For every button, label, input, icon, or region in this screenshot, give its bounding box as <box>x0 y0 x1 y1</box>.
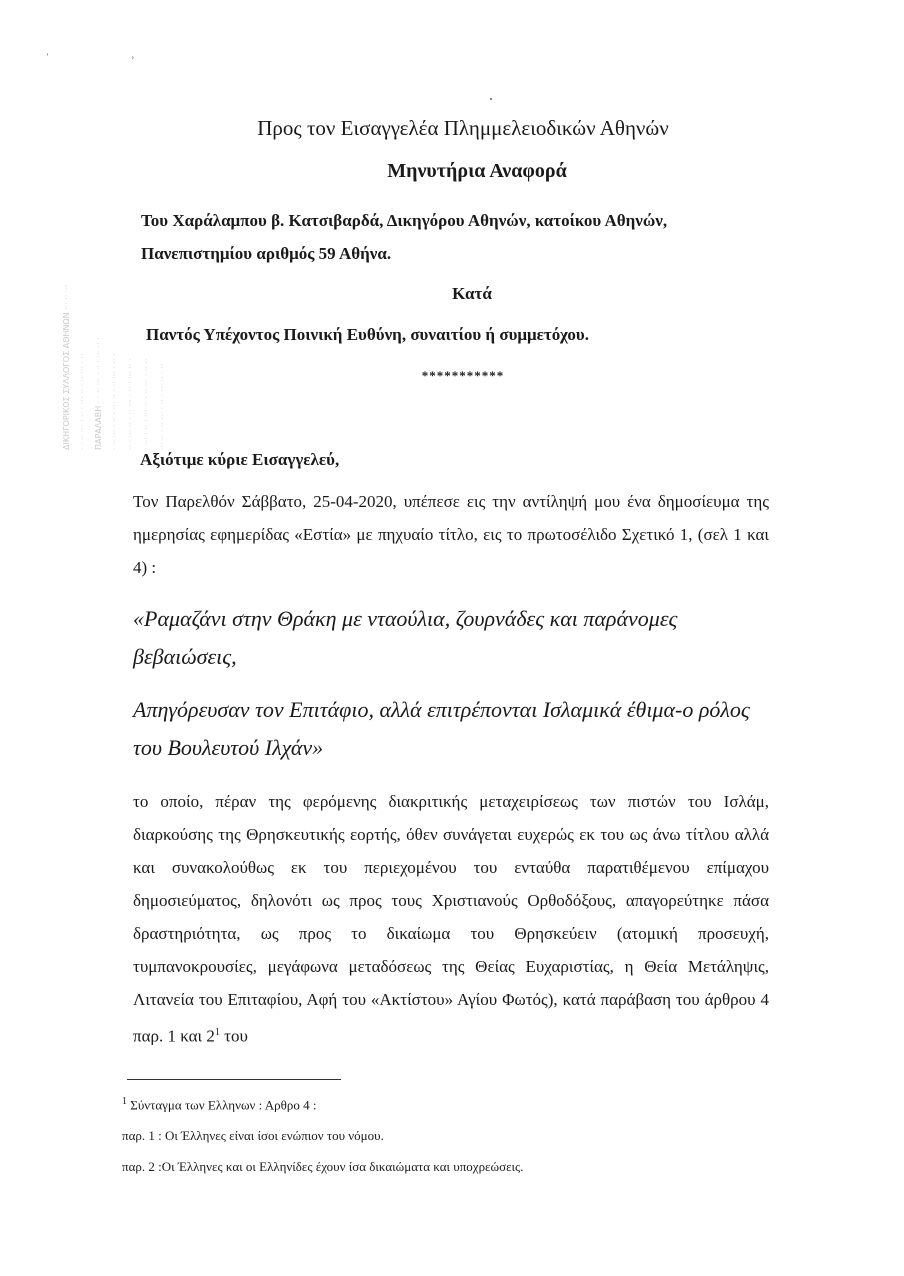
body-paragraph-2 <box>133 785 769 1053</box>
body-paragraph-2-end: του <box>219 1026 248 1046</box>
complainant-details: Του Χαράλαμπου β. Κατσιβαρδά, Δικηγόρου Αθηνών, κατοίκου Αθηνών, Πανεπιστημίου αριθμός 59 Αθήνα. <box>141 211 668 263</box>
body-paragraph-2-text: το οποίο, πέραν της φερόμενης διακριτικής μεταχειρίσεως των πιστών του Ισλάμ, διαρκούσης της Θρησκευτικής εορτής, όθεν συνάγεται ευχερώς εκ του ως άνω τίτλου αλλά και συνακολούθως εκ του περιεχομένου του ενταύθα παρατιθέμενου επίμαχου δημοσιεύματος, δηλονότι ως προς τους Χριστιανούς Ορθοδόξους, απαγορεύτηκε πάσα δραστηριότητα, ως προς το δικαίωμα του Θρησκεύειν (ατομική προσευχή, τυμπανοκρουσίες, μεγάφωνα μεταδόσεως της Θείας Ευχαριστίας, η Θεία Μετάληψις, Λιτανεία του Επιταφίου, Αφή του «Ακτίστου» Αγίου Φωτός), κατά παράβαση του άρθρου 4 παρ. 1 και 2 <box>133 792 769 1046</box>
footnote-2: παρ. 1 : Οι Έλληνες είναι ίσοι ενώπιον του νόμου. <box>122 1128 384 1144</box>
registration-stamp: ΔΙΚΗΓΟΡΙΚΟΣ ΣΥΛΛΟΓΟΣ ΑΘΗΝΩΝ ··· ·· ··· · · ·· ··· · ·· · ··· ·· · ·· ··· · ·· ΠΑΡΑΛΑΒΗ · · ·· ··· · ·· · ··· ·· · · ·· ··· · ·· · ··· ·· · ·· ··· · ·· · ·· · ··· ·· · ·· ··· · ·· · ··· ·· · · ··· · ·· · ··· ·· · ·· ··· · ·· ·· ··· ·· · ·· ··· · ·· · ··· ·· · ·· <box>62 284 167 450</box>
quoted-headline-2: Απηγόρευσαν τον Επιτάφιο, αλλά επιτρέπονται Ισλαμικά έθιμα-ο ρόλος του Βουλευτού Ιλχάν» <box>133 697 750 760</box>
scan-marks: ’ › <box>46 52 175 62</box>
footnote-3: παρ. 2 :Οι Έλληνες και οι Ελληνίδες έχουν ίσα δικαιώματα και υποχρεώσεις. <box>122 1159 524 1175</box>
footnote-ref: 1 <box>214 1027 220 1038</box>
document-type-title: Μηνυτήρια Αναφορά <box>387 160 567 182</box>
addressee-line: Προς τον Εισαγγελέα Πλημμελειοδικών Αθηνών <box>257 116 669 140</box>
salutation: Αξιότιμε κύριε Εισαγγελεύ, <box>140 450 340 469</box>
footnote-1 <box>122 1086 772 1120</box>
asterisk-separator: *********** <box>421 368 505 383</box>
quoted-headline-1: «Ραμαζάνι στην Θράκη με νταούλια, ζουρνάδες και παράνομες βεβαιώσεις, <box>133 606 678 669</box>
accused-party: Παντός Υπέχοντος Ποινική Ευθύνη, συναιτίου ή συμμετόχου. <box>146 325 589 344</box>
against-label: Κατά <box>452 284 492 303</box>
footnotes <box>122 1086 772 1182</box>
footnote-marker: 1 <box>122 1096 127 1107</box>
footnote-1-text: Σύνταγμα των Ελληνων : Αρθρο 4 : <box>127 1097 317 1113</box>
footnote-rule <box>127 1079 341 1080</box>
scan-speck <box>490 98 492 100</box>
body-paragraph-1: Τον Παρελθόν Σάββατο, 25-04-2020, υπέπεσε εις την αντίληψή μου ένα δημοσίευμα της ημερησίας εφημερίδας «Εστία» με πηχυαίο τίτλο, εις το πρωτοσέλιδο Σχετικό 1, (σελ 1 και 4) : <box>133 492 769 577</box>
